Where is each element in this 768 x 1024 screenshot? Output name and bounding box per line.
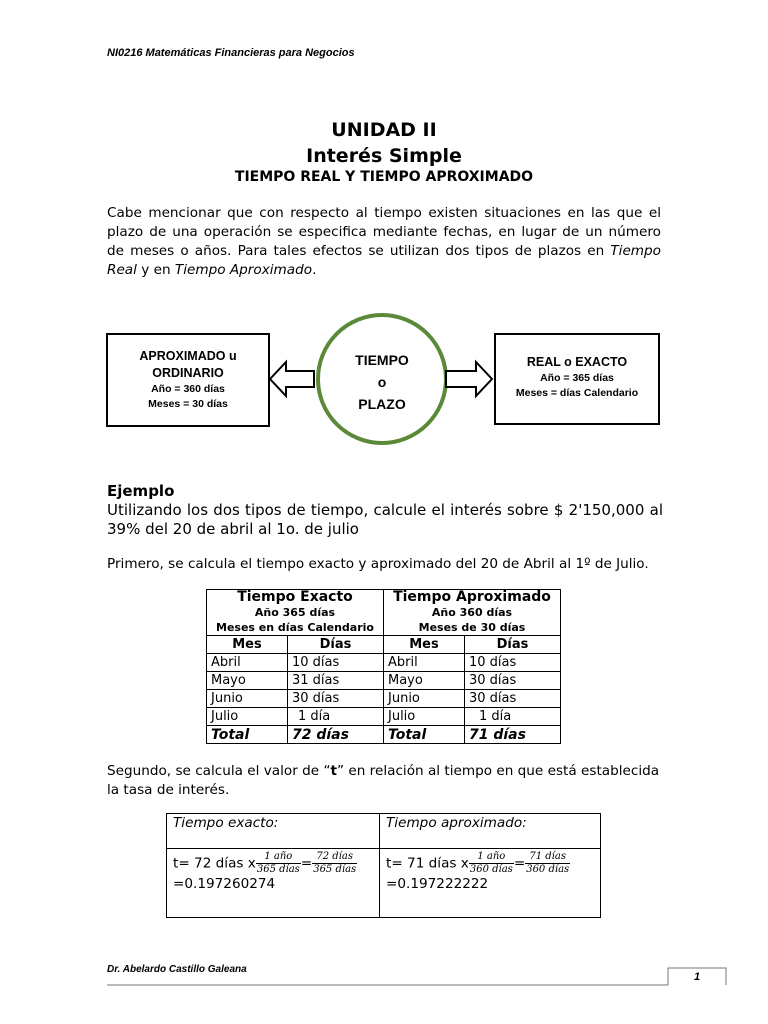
frac-num: 1 año <box>469 851 514 864</box>
calc-body-row <box>167 849 601 918</box>
table-row <box>207 708 561 726</box>
real-box-line3: Meses = días Calendario <box>515 387 639 399</box>
circle-line3: PLAZO <box>358 396 406 412</box>
cell-month-approx: Julio <box>384 708 465 726</box>
real-box-line1: REAL o EXACTO <box>526 355 628 369</box>
total-days-approx: 71 días <box>465 726 561 744</box>
section-title: TIEMPO REAL Y TIEMPO APROXIMADO <box>234 169 534 185</box>
cell-days-exact: 10 días <box>288 654 384 672</box>
column-header-row <box>207 636 561 654</box>
frac-num: 1 año <box>256 851 301 864</box>
cell-days-approx: 1 día <box>465 708 561 726</box>
intro-text-1: Cabe mencionar que con respecto al tiempo existen situaciones en las que el plazo de una operación se especifica mediante fechas, en lugar de un número de meses o años. Para tales efectos se utilizan dos tipos de plazos en <box>107 205 661 259</box>
intro-text-3: . <box>312 262 317 278</box>
col-days-approx: Días <box>465 636 561 654</box>
cell-month-exact: Mayo <box>207 672 288 690</box>
exact-sub2: Meses en días Calendario <box>216 621 374 634</box>
step2-text-2: ” en relación al tiempo en que está establecida la tasa de interés. <box>107 763 660 798</box>
calc-exact-cell <box>167 849 380 918</box>
running-header: NI0216 Matemáticas Financieras para Negocios <box>107 47 355 59</box>
total-row <box>207 726 561 744</box>
table-row <box>207 654 561 672</box>
left-arrow-icon <box>268 359 316 399</box>
example-text: Utilizando los dos tipos de tiempo, calcule el interés sobre $ 2'150,000 al 39% del 20 de abril al 1o. de julio <box>107 501 663 538</box>
cell-month-exact: Abril <box>207 654 288 672</box>
total-label-approx: Total <box>384 726 465 744</box>
equals-sign: = <box>513 855 526 872</box>
real-time-box <box>494 333 660 425</box>
intro-em-2: Tiempo Aproximado <box>174 262 313 278</box>
intro-em-1: Tiempo Real <box>107 243 661 278</box>
footer-rule <box>107 966 727 988</box>
approx-box-line4: Meses = 30 días <box>148 398 228 410</box>
days-comparison-table <box>206 589 561 744</box>
real-box-line2: Año = 365 días <box>540 372 614 384</box>
fraction <box>312 851 357 876</box>
calc-approx-result: =0.197222222 <box>386 876 489 892</box>
right-arrow-icon <box>444 359 494 399</box>
approx-sub1: Año 360 días <box>431 606 513 619</box>
cell-month-exact: Julio <box>207 708 288 726</box>
approx-box-line3: Año = 360 días <box>151 383 225 395</box>
exact-sub1: Año 365 días <box>254 606 336 619</box>
frac-num: 72 días <box>312 851 357 864</box>
circle-line1: TIEMPO <box>355 352 409 368</box>
table-header-row <box>207 590 561 636</box>
frac-den: 360 días <box>469 864 513 875</box>
calc-header-approx: Tiempo aproximado: <box>380 814 601 849</box>
frac-den: 365 días <box>256 864 300 875</box>
unit-title: UNIDAD II <box>331 119 437 141</box>
calc-approx-prefix: t= 71 días x <box>386 855 469 872</box>
cell-month-approx: Mayo <box>384 672 465 690</box>
circle-line2: o <box>377 374 387 390</box>
cell-month-approx: Junio <box>384 690 465 708</box>
frac-den: 360 días <box>526 864 570 875</box>
fraction <box>256 851 301 876</box>
cell-days-exact: 31 días <box>288 672 384 690</box>
approx-sub2: Meses de 30 días <box>418 621 526 634</box>
calc-exact-result: =0.197260274 <box>173 876 276 892</box>
total-label-exact: Total <box>207 726 288 744</box>
col-month-exact: Mes <box>207 636 288 654</box>
calc-approx-cell <box>380 849 601 918</box>
approx-title: Tiempo Aproximado <box>393 589 551 605</box>
calc-exact-prefix: t= 72 días x <box>173 855 256 872</box>
approx-box-line1: APROXIMADO u <box>139 349 237 363</box>
frac-den: 365 días <box>313 864 357 875</box>
col-month-approx: Mes <box>384 636 465 654</box>
intro-paragraph <box>107 204 661 280</box>
cell-month-exact: Junio <box>207 690 288 708</box>
col-days-exact: Días <box>288 636 384 654</box>
approx-time-box <box>106 333 270 427</box>
step2-paragraph <box>107 762 663 800</box>
cell-days-approx: 30 días <box>465 672 561 690</box>
exact-title: Tiempo Exacto <box>237 589 353 605</box>
table-row <box>207 690 561 708</box>
time-or-term-circle <box>316 313 448 445</box>
fraction <box>525 851 570 876</box>
page-number: 1 <box>693 971 701 983</box>
intro-text-2: y en <box>136 262 175 278</box>
fraction <box>469 851 514 876</box>
step2-t: t <box>330 763 338 779</box>
topic-title: Interés Simple <box>306 145 462 167</box>
cell-days-exact: 30 días <box>288 690 384 708</box>
cell-days-exact: 1 día <box>288 708 384 726</box>
calc-header-exact: Tiempo exacto: <box>167 814 380 849</box>
equals-sign: = <box>300 855 313 872</box>
calc-header-row <box>167 814 601 849</box>
step1-text: Primero, se calcula el tiempo exacto y aproximado del 20 de Abril al 1º de Julio. <box>107 556 649 572</box>
table-row <box>207 672 561 690</box>
frac-num: 71 días <box>525 851 570 864</box>
approx-box-line2: ORDINARIO <box>152 366 224 380</box>
cell-month-approx: Abril <box>384 654 465 672</box>
total-days-exact: 72 días <box>288 726 384 744</box>
exact-header <box>207 590 384 636</box>
step2-text-1: Segundo, se calcula el valor de “ <box>107 763 331 779</box>
cell-days-approx: 10 días <box>465 654 561 672</box>
example-heading: Ejemplo <box>107 482 175 500</box>
approx-header <box>384 590 561 636</box>
t-calculation-table <box>166 813 601 918</box>
cell-days-approx: 30 días <box>465 690 561 708</box>
footer-author: Dr. Abelardo Castillo Galeana <box>107 964 247 975</box>
